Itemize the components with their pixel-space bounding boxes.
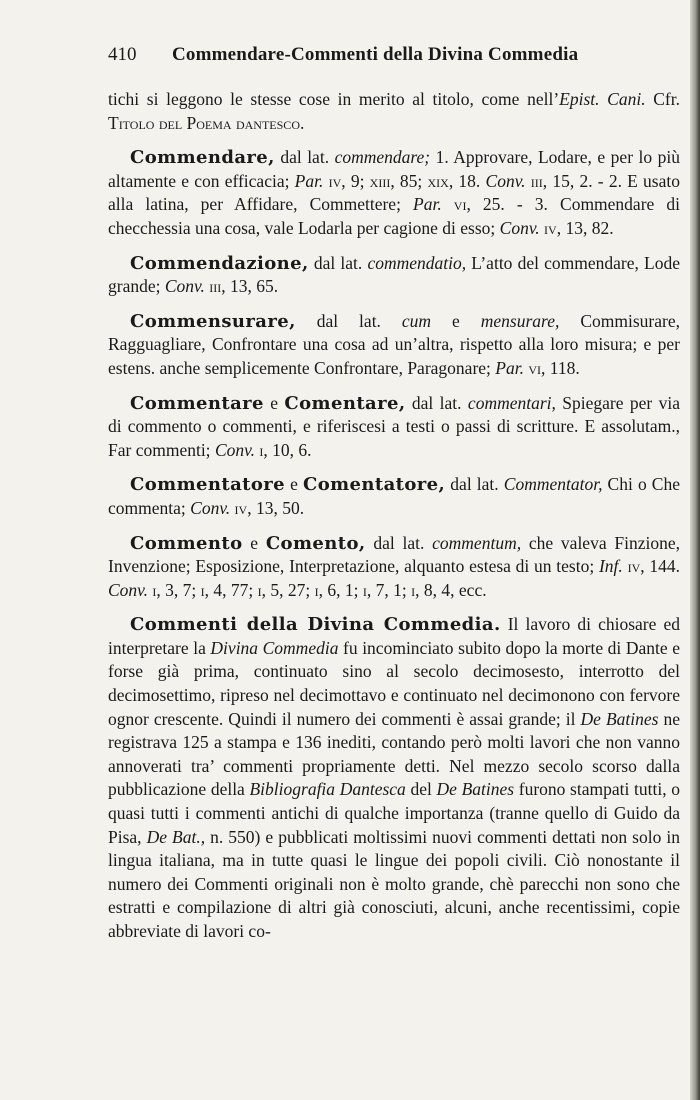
headword: Commenti della Divina Commedia. (130, 614, 501, 636)
entry-commentare: Commentare e Comentare, dal lat. commentari, Spiegare per via di commento o commenti, e riferiscesi a testi o passi di scritture. E assolutam., Far commenti; Conv. i, 10, 6. (108, 392, 680, 460)
page-edge-shadow (690, 0, 700, 1100)
headword: Commendazione, (130, 252, 309, 274)
headword-variant: Comento, (265, 532, 366, 554)
headword: Commento (130, 532, 243, 554)
citation: Epist. Cani. (559, 89, 646, 109)
running-title: Commendare-Commenti della Divina Commedia (172, 44, 579, 65)
continuation-paragraph (108, 88, 680, 135)
page-number: 410 (108, 44, 137, 65)
entry-commendare: Commendare, dal lat. commendare; 1. Approvare, Lodare, e per lo più altamente e con efficacia; Par. iv, 9; xiii, 85; xix, 18. Conv. iii, 15, 2. - 2. E usato alla latina, per Affidare, Commettere; Par. vi, 25. - 3. Commendare di checchessia una cosa, vale Lodarla per cagione di esso; Conv. iv, 13, 82. (108, 147, 680, 238)
body-text (108, 88, 680, 944)
text-run: Cfr. (645, 89, 680, 109)
entry-commendazione: Commendazione, dal lat. commendatio, L’atto del commendare, Lode grande; Conv. iii, 13, 65. (108, 252, 680, 297)
running-head (108, 44, 680, 68)
headword: Commensurare, (130, 310, 296, 332)
cross-reference: Titolo del Poema dantesco. (108, 112, 305, 133)
headword: Commentare (130, 392, 264, 414)
headword-variant: Comentatore, (302, 474, 446, 496)
text-run: tichi si leggono le stesse cose in merito al titolo, come nell’ (108, 89, 560, 109)
entry-commensurare: Commensurare, dal lat. cum e mensurare, Commisurare, Ragguagliare, Confrontare una cosa ad un’altra, rispetto alla loro misura; e per estens. anche semplicemente Confrontare, Paragonare; Par. vi, 118. (108, 310, 680, 378)
headword-variant: Comentare, (284, 392, 406, 414)
entry-commentatore: Commentatore e Comentatore, dal lat. Commentator, Chi o Che commenta; Conv. iv, 13, 50. (108, 474, 680, 518)
headword: Commendare, (130, 147, 275, 169)
headword: Commentatore (130, 474, 285, 496)
entry-commenti-della-divina-commedia: Commenti della Divina Commedia. Il lavoro di chiosare ed interpretare la Divina Commedia fu incominciato subito dopo la morte di Dante e forse già prima, continuato sino al secolo decimosesto, interrotto del decimosettimo, ripreso nel decimottavo e continuato nel decimonono con fervore ognor crescente. Quindi il numero dei commenti è assai grande; il De Batines ne registrava 125 a stampa e 136 inediti, contando però molti lavori che non vanno annoverati tra’ commenti propriamente detti. Nel mezzo secolo scorso dalla pubblicazione della Bibliografia Dantesca del De Batines furono stampati tutti, o quasi tutti i commenti antichi di qualche importanza (tranne quello di Guido da Pisa, De Bat., n. 550) e pubblicati moltissimi nuovi commenti dettati non solo in lingua italiana, ma in tutte quasi le lingue dei popoli civili. Ciò nonostante il numero dei Commenti originali non è molto grande, chè parecchi non sono che estratti e compilazione di altri già conosciuti, alcuni, anche recentissimi, copie abbreviate di lavori co- (108, 614, 680, 941)
entry-commento: Commento e Comento, dal lat. commentum, che valeva Finzione, Invenzione; Esposizione, Interpretazione, alquanto estesa di un testo; Inf. iv, 144. Conv. i, 3, 7; i, 4, 77; i, 5, 27; i, 6, 1; i, 7, 1; i, 8, 4, ecc. (108, 532, 681, 600)
